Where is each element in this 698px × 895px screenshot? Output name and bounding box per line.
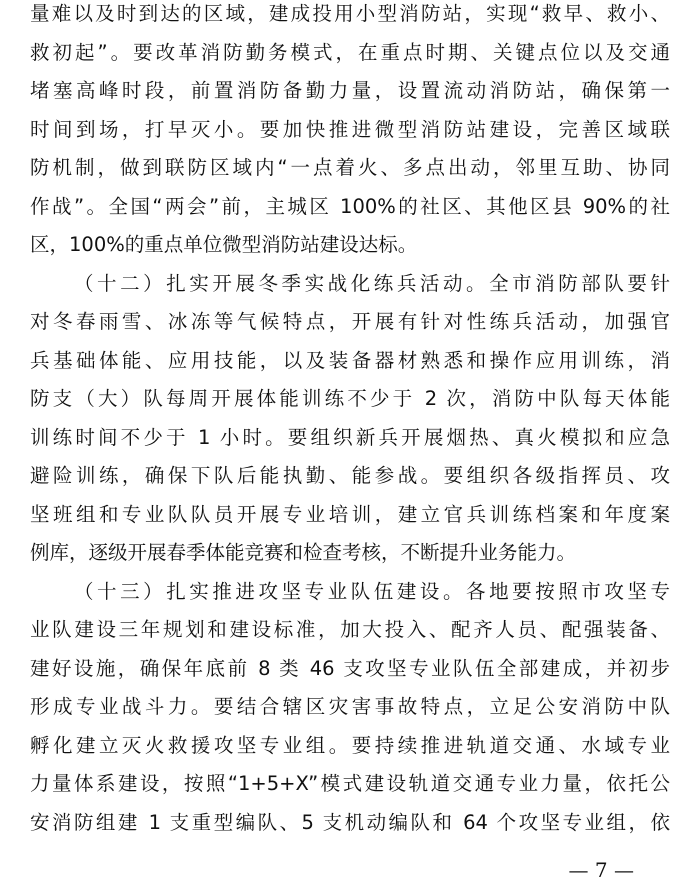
text-line: 防机制，做到联防区域内“一点着火、多点出动，邻里互助、协同 [30,156,670,179]
text-line: 救初起”。要改革消防勤务模式，在重点时期、关键点位以及交通 [30,41,670,64]
text-line: 区，100%的重点单位微型消防站建设达标。 [30,233,418,256]
text-line: 业队建设三年规划和建设标准，加大投入、配齐人员、配强装备、 [30,618,670,641]
text-line: 作战”。全国“两会”前，主城区 100%的社区、其他区县 90%的社 [30,195,670,218]
text-line: 兵基础体能、应用技能，以及装备器材熟悉和操作应用训练，消 [30,349,670,372]
text-line: 对冬春雨雪、冰冻等气候特点，开展有针对性练兵活动，加强官 [30,310,670,333]
text-line: 形成专业战斗力。要结合辖区灾害事故特点，立足公安消防中队 [30,695,670,718]
text-line: 时间到场，打早灭小。要加快推进微型消防站建设，完善区域联 [30,118,670,141]
text-line: 例库，逐级开展春季体能竞赛和检查考核，不断提升业务能力。 [30,541,577,564]
text-line: 堵塞高峰时段，前置消防备勤力量，设置流动消防站，确保第一 [30,79,670,102]
text-line: 防支（大）队每周开展体能训练不少于 2 次，消防中队每天体能 [30,387,670,410]
text-line: 避险训练，确保下队后能执勤、能参战。要组织各级指挥员、攻 [30,464,670,487]
text-line: 坚班组和专业队队员开展专业培训，建立官兵训练档案和年度案 [30,503,670,526]
page-number: — 7 — [568,858,634,882]
text-line: 训练时间不少于 1 小时。要组织新兵开展烟热、真火模拟和应急 [30,426,670,449]
text-line: 量难以及时到达的区域，建成投用小型消防站，实现“救早、救小、 [30,2,670,25]
section-heading-line: （十二）扎实开展冬季实战化练兵活动。全市消防部队要针 [74,272,670,295]
text-line: 建好设施，确保年底前 8 类 46 支攻坚专业队伍全部建成，并初步 [30,657,670,680]
text-line: 安消防组建 1 支重型编队、5 支机动编队和 64 个攻坚专业组，依 [30,811,670,834]
section-heading-line: （十三）扎实推进攻坚专业队伍建设。各地要按照市攻坚专 [74,580,670,603]
text-line: 孵化建立灭火救援攻坚专业组。要持续推进轨道交通、水域专业 [30,734,670,757]
text-line: 力量体系建设，按照“1+5+X”模式建设轨道交通专业力量，依托公 [30,772,670,795]
